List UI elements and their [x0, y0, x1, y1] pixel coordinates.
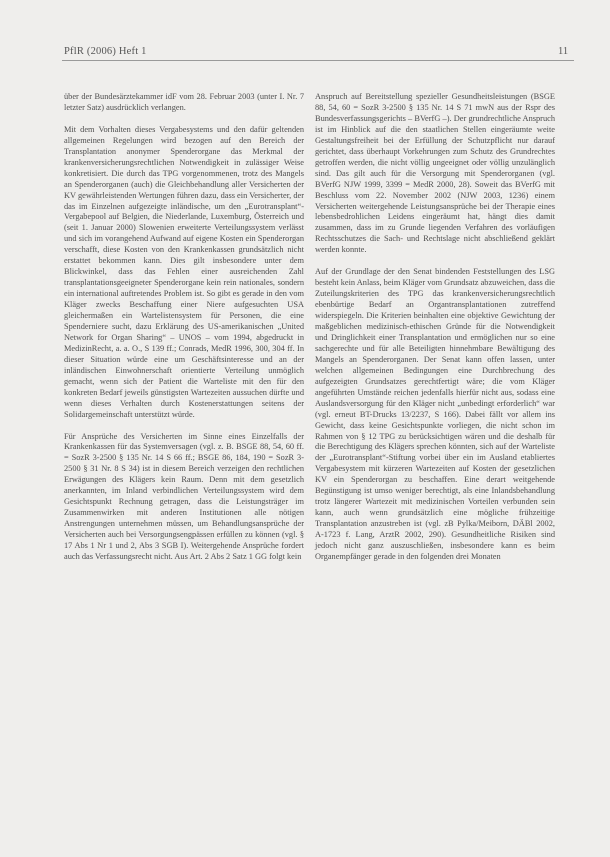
paragraph: Anspruch auf Bereitstellung spezieller Gesundheitsleistungen (BSGE 88, 54, 60 = SozR 3-2500 § 135 Nr. 14 S 71 mwN aus der Rspr des Bundesverfassungsgerichts – BVerfG –). Der grundrechtliche Anspruch ist im Hinblick auf die den staatlichen Stellen eingeräumte weite Gestaltungsfreiheit bei der Erfüllung der Schutzpflicht nur darauf gerichtet, dass überhaupt Vorkehrungen zum Schutz des Grundrechtes getroffen werden, die nicht völlig ungeeignet oder völlig unzulänglich sind. Das gilt auch für die Versorgung mit Spenderorganen (vgl. BVerfG NJW 1999, 3399 = MedR 2000, 28). Soweit das BVerfG mit Beschluss vom 22. November 2002 (NJW 2003, 1236) einem Versicherten weitergehende Leistungsansprüche bei der Therapie eines lebensbedrohlichen Leidens eingeräumt hat, hängt dies damit zusammen, dass im zu Grunde liegenden Verfahren des vorläufigen Rechtsschutzes die Sach- und Rechtslage nicht abschließend geklärt werden konnte.	[315, 92, 555, 255]
paragraph: Auf der Grundlage der den Senat bindenden Feststellungen des LSG besteht kein Anlass, beim Kläger vom Grundsatz abzuweichen, dass die Zuteilungskriterien des TPG das krankenversicherungsrechtlich ebenbürtige Bedarf an Organtransplantationen zutreffend widerspiegeln. Die Kriterien beinhalten eine objektive Gewichtung der maßgeblichen medizinisch-ethischen Gründe für die Notwendigkeit und Dringlichkeit einer Transplantation und ermöglichen nur so eine sachgerechte und für alle Beteiligten hinnehmbare Bewältigung des Mangels an Spenderorganen. Der Senat kann offen lassen, unter welchen allgemeinen Bedingungen eine Durchbrechung des aufgezeigten Grundsatzes gerechtfertigt wäre; die vom Kläger angeführten Umstände reichen jedenfalls hierfür nicht aus, sodass eine Auslandsversorgung für den Kläger nicht „unbedingt erforderlich“ war (vgl. erneut BT-Drucks 13/2237, S 166). Dabei fällt vor allem ins Gewicht, dass keine Gesichtspunkte vorliegen, die nicht schon im Rahmen von § 12 TPG zu berücksichtigen wären und die deshalb für die Berechtigung des Klägers sprechen könnten, sich auf der Warteliste der „Eurotransplant“-Stiftung vorbei über ein im Ausland etabliertes Vergabesystem mit kürzeren Wartezeiten auf Kosten der gesetzlichen KV ein Spenderorgan zu beschaffen. Eine derart weitgehende Begünstigung ist umso weniger berechtigt, als eine Inlandsbehandlung trotz längerer Wartezeit mit medizinischen Vorteilen verbunden sein kann, auch wenn grundsätzlich eine mögliche frühzeitige Transplantation anzustreben ist (vgl. zB Pylka/Meiborn, DÄBl 2002, A-1723 f. Lang, ArztR 2002, 290). Gesundheitliche Risiken sind jedoch nicht ganz auszuschließen, insbesondere kann es beim Organempfänger gerade in den folgenden drei Monaten	[315, 267, 555, 562]
paragraph: über der Bundesärztekammer idF vom 28. Februar 2003 (unter I. Nr. 7 letzter Satz) ausdrücklich verlangen.	[64, 92, 304, 112]
running-header: PflR (2006) Heft 1	[64, 46, 147, 57]
paragraph: Für Ansprüche des Versicherten im Sinne eines Einzelfalls der Krankenkassen für das Systemversagen (vgl. z. B. BSGE 88, 54, 60 ff. = SozR 3-2500 § 135 Nr. 14 S 66 ff.; BSGE 86, 184, 190 = SozR 3-2500 § 31 Nr. 8 S 34) ist in diesem Bereich verzeigen den rechtlichen Erwägungen des Klägers kein Raum. Denn mit dem gesetzlich anerkannten, im Inland verbindlichen Verteilungssystem wird dem Gesichtspunkt Rechnung getragen, dass die Leistungsträger im Zusammenwirken mit anderen Institutionen alle nötigen Anstrengungen unternehmen müssen, um Behandlungsansprüche der Versicherten auch bei Versorgungsengpässen erfüllen zu können (vgl. § 17 Abs 1 Nr 1 und 2, Abs 3 SGB I). Weitergehende Ansprüche fordert auch das Verfassungsrecht nicht. Aus Art. 2 Abs 2 Satz 1 GG folgt kein	[64, 431, 304, 561]
left-column	[64, 92, 304, 574]
right-column	[315, 92, 555, 574]
header-rule	[62, 60, 574, 61]
paragraph: Mit dem Vorhalten dieses Vergabesystems und den dafür geltenden allgemeinen Regelungen wird bezogen auf den Bereich der Transplantation anonymer Spenderorgane das Merkmal der krankenversicherungsrechtlichen Notwendigkeit in zulässiger Weise konkretisiert. Die durch das TPG vorgenommenen, trotz des Mangels an Spenderorganen (auch) die Gleichbehandlung aller Versicherten der KV gewährleistenden Wertungen führen dazu, dass ein Versicherter, der das im Einzelnen aufgezeigte inländische, um den „Eurotransplant“-Vergabepool auf Belgien, die Niederlande, Luxemburg, Österreich und (seit 1. Januar 2000) Slowenien erweiterte Verteilungssystem verlässt und sich im vorangehend Aufwand auf eigene Kosten ein Spenderorgan verschafft, diese Kosten von den Krankenkassen grundsätzlich nicht erstattet bekommen kann. Dies gilt insbesondere unter dem Blickwinkel, dass das Fehlen einer ausreichenden Zahl transplantationsgeeigneter Spenderorgane kein rein nationales, sondern ein international auftretendes Problem ist. So gibt es gerade in den vom Kläger zwecks Beschaffung einer Niere aufgesuchten USA gleichermaßen ein Wartelistensystem für Personen, die eine Spenderniere sucht, dazu Erklärung des US-amerikanischen „United Network for Organ Sharing“ – UNOS – vom 1994, abgedruckt in MedizinRecht, a. a. O., S 139 ff.; Conrads, MedR 1996, 300, 304 ff. In dieser Situation würde eine um Geschäftsinteresse und an der inländischen Einwohnerschaft orientierte Verteilung unmöglich gemacht, wenn sich der Patient die Warteliste mit den für den konkreten Bedarf jeweils günstigsten Wartezeiten aussuchen dürfte und wenn dieses Verhalten durch Kostenerstattungen seitens der Solidargemeinschaft unterstützt würde.	[64, 124, 304, 419]
page-number: 11	[558, 46, 569, 57]
